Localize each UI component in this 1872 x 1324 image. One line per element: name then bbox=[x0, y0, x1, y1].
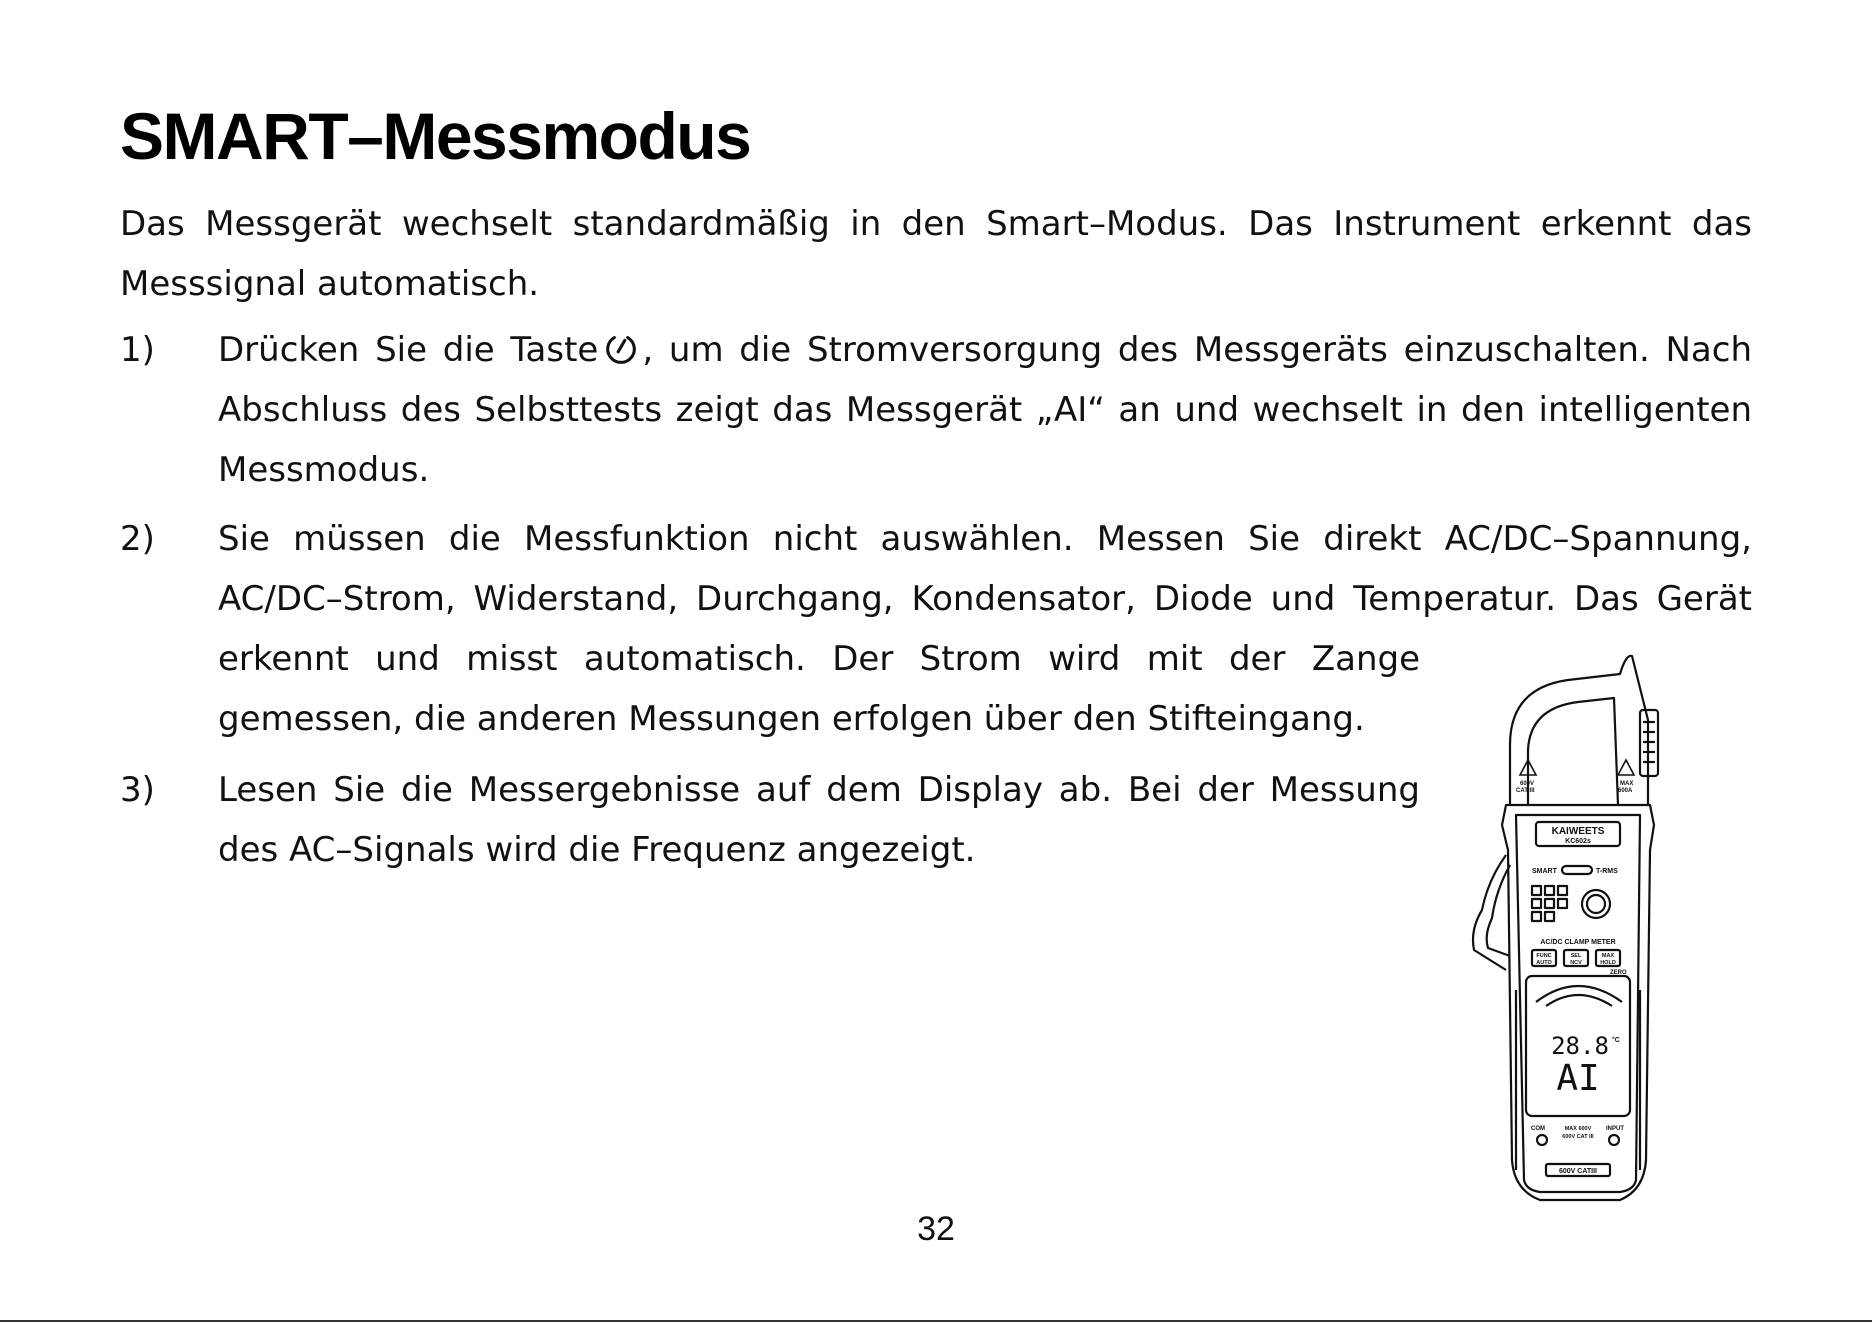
meter-display-main: AI bbox=[1556, 1058, 1600, 1099]
clamp-meter-illustration bbox=[1450, 650, 1700, 1210]
step-1-line-3: Messmodus. bbox=[218, 450, 430, 490]
intro-paragraph bbox=[120, 194, 1752, 314]
meter-zero-label: ZERO bbox=[1610, 970, 1627, 976]
page-title: SMART–Messmodus bbox=[120, 99, 751, 173]
meter-button-hold: HOLD bbox=[1600, 960, 1616, 966]
meter-type-label: AC/DC CLAMP METER bbox=[1540, 939, 1616, 946]
meter-left-rating-cat: CAT III bbox=[1516, 788, 1535, 794]
bottom-rule bbox=[0, 1320, 1872, 1322]
meter-display-unit: °C bbox=[1612, 1037, 1620, 1044]
meter-button-max: MAX bbox=[1601, 953, 1615, 959]
step-2-line-4: gemessen, die anderen Messungen erfolgen über den Stifteingang. bbox=[218, 699, 1365, 739]
meter-cat-rating: 600V CAT III bbox=[1562, 1134, 1594, 1140]
meter-max-rating: MAX 600V bbox=[1564, 1126, 1592, 1132]
intro-line-1: Das Messgerät wechselt standardmäßig in den Smart–Modus. Das Instrument erkennt das bbox=[120, 204, 1752, 244]
step-2-line-3: erkennt und misst automatisch. Der Strom wird mit der Zange bbox=[218, 639, 1420, 679]
meter-trms-label: T-RMS bbox=[1596, 868, 1618, 875]
meter-button-sel: SEL bbox=[1570, 953, 1582, 959]
step-1-text bbox=[218, 320, 1752, 500]
step-2-line-2: AC/DC–Strom, Widerstand, Durchgang, Kondensator, Diode und Temperatur. Das Gerät bbox=[218, 579, 1752, 619]
meter-bottom-rating: 600V CATIII bbox=[1559, 1168, 1597, 1175]
step-1-number: 1) bbox=[120, 330, 155, 370]
meter-model: KC602s bbox=[1565, 838, 1591, 845]
step-1-line-2: Abschluss des Selbsttests zeigt das Messgerät „AI“ an und wechselt in den intelligenten bbox=[218, 390, 1752, 430]
step-1-line-1-before: Drücken Sie die Taste bbox=[218, 330, 599, 370]
meter-left-rating-volt: 600V bbox=[1520, 781, 1535, 787]
step-1-line-1 bbox=[218, 320, 1752, 380]
step-3-number: 3) bbox=[120, 770, 155, 810]
meter-input-label: INPUT bbox=[1606, 1126, 1624, 1132]
intro-line-2: Messsignal automatisch. bbox=[120, 264, 540, 304]
meter-right-rating-max: MAX bbox=[1620, 781, 1634, 787]
step-3-line-2: des AC–Signals wird die Frequenz angezeigt. bbox=[218, 830, 976, 870]
meter-button-auto: AUTO bbox=[1536, 960, 1552, 966]
step-2-number: 2) bbox=[120, 519, 155, 559]
meter-brand: KAIWEETS bbox=[1551, 826, 1605, 837]
step-3-text bbox=[218, 760, 1420, 880]
meter-button-ncv: NCV bbox=[1570, 960, 1582, 966]
page-number: 32 bbox=[917, 1210, 955, 1248]
step-2-line-1: Sie müssen die Messfunktion nicht auswählen. Messen Sie direkt AC/DC–Spannung, bbox=[218, 519, 1752, 559]
meter-com-label: COM bbox=[1531, 1126, 1545, 1132]
meter-display-small: 28.8 bbox=[1551, 1032, 1609, 1060]
meter-right-rating-amp: 600A bbox=[1618, 788, 1633, 794]
meter-button-fun: FUNC bbox=[1536, 953, 1552, 959]
step-3-line-1: Lesen Sie die Messergebnisse auf dem Display ab. Bei der Messung bbox=[218, 770, 1420, 810]
step-1-line-1-after: , um die Stromversorgung des Messgeräts einzuschalten. Nach bbox=[642, 330, 1753, 370]
meter-smart-label: SMART bbox=[1532, 868, 1557, 875]
power-icon bbox=[602, 329, 640, 367]
